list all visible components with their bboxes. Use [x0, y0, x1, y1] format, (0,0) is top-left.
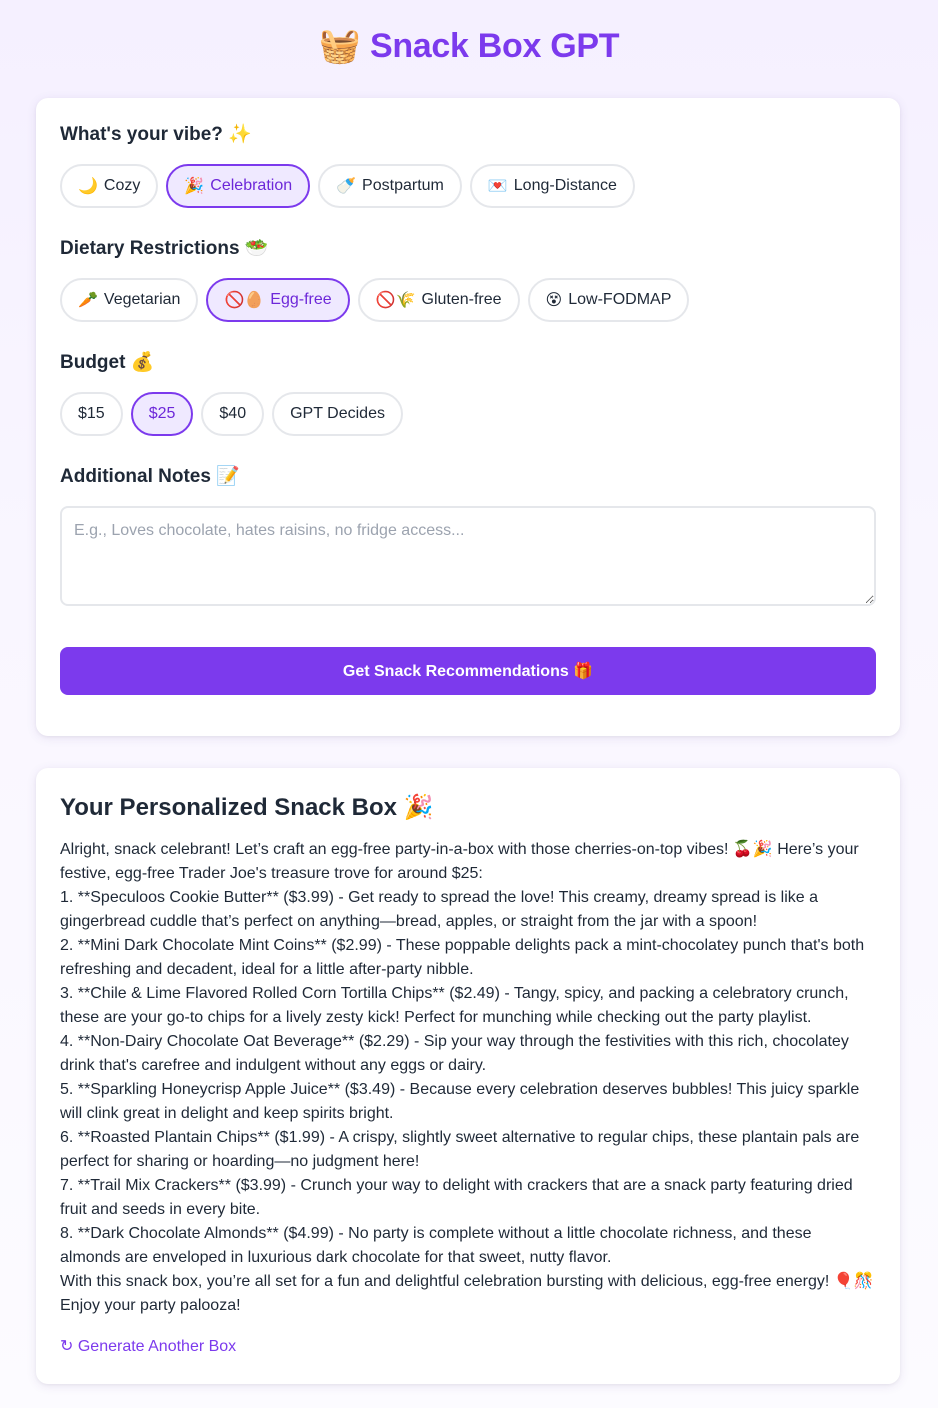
- result-card: [36, 768, 900, 1384]
- vibe-option-label: Postpartum: [362, 177, 444, 194]
- budget-option-15[interactable]: [60, 392, 123, 436]
- result-body: [60, 838, 876, 1318]
- budget-options: [60, 392, 876, 436]
- generate-another-button[interactable]: ↻ Generate Another Box: [60, 1338, 237, 1355]
- vibe-section: [60, 122, 876, 208]
- vibe-option-emoji-icon: 🎉: [184, 178, 205, 195]
- result-paragraph: 1. **Speculoos Cookie Butter** ($3.99) - Get ready to spread the love! This creamy, dreamy spread is like a gingerbread cuddle that’s perfect on anything—bread, apples, or straight from the jar with a spoon!: [60, 889, 818, 930]
- result-paragraph: 4. **Non-Dairy Chocolate Oat Beverage** ($2.29) - Sip your way through the festivities with this rich, chocolatey drink that's carefree and indulgent without any eggs or dairy.: [60, 1033, 849, 1074]
- result-paragraph: Alright, snack celebrant! Let’s craft an egg-free party-in-a-box with those cherries-on-top vibes! 🍒🎉 Here’s your festive, egg-free Trader Joe's treasure trove for around $25:: [60, 841, 859, 882]
- vibe-option-long-distance[interactable]: [470, 164, 635, 208]
- app-title: [0, 24, 938, 68]
- diet-label: Dietary Restrictions 🥗: [60, 238, 269, 259]
- result-paragraph: 3. **Chile & Lime Flavored Rolled Corn Tortilla Chips** ($2.49) - Tangy, spicy, and packing a celebratory crunch, these are your go-to chips for a lively zesty kick! Perfect for munching while checking out the party playlist.: [60, 985, 849, 1026]
- vibe-option-emoji-icon: 🍼: [336, 178, 357, 195]
- basket-icon: 🧺: [318, 27, 361, 65]
- budget-option-label: $25: [148, 405, 176, 422]
- notes-section: [60, 464, 876, 611]
- vibe-option-emoji-icon: 🌙: [78, 178, 98, 195]
- result-paragraph: 6. **Roasted Plantain Chips** ($1.99) - A crispy, slightly sweet alternative to regular chips, these plantain pals are perfect for sharing or hoarding—no judgment here!: [60, 1129, 860, 1170]
- preferences-form: [36, 98, 900, 736]
- notes-textarea[interactable]: [60, 506, 876, 606]
- diet-option-label: Vegetarian: [103, 291, 181, 308]
- vibe-label: What's your vibe? ✨: [60, 124, 252, 145]
- diet-option-label: Egg-free: [270, 291, 332, 308]
- result-paragraph: 2. **Mini Dark Chocolate Mint Coins** ($2.99) - These poppable delights pack a mint-chocolatey punch that's both refreshing and decadent, ideal for a little after-party nibble.: [60, 937, 865, 978]
- vibe-options: [60, 164, 876, 208]
- diet-option-emoji-icon: 🚫🥚: [224, 292, 265, 309]
- get-recommendations-button[interactable]: Get Snack Recommendations 🎁: [60, 647, 876, 695]
- diet-option-emoji-icon: 🥕: [78, 292, 98, 309]
- vibe-option-celebration[interactable]: [166, 164, 310, 208]
- vibe-option-cozy[interactable]: [60, 164, 158, 208]
- diet-option-egg-free[interactable]: [206, 278, 349, 322]
- result-title: Your Personalized Snack Box 🎉: [60, 794, 434, 821]
- budget-option-label: $15: [78, 405, 105, 422]
- diet-option-vegetarian[interactable]: [60, 278, 198, 322]
- diet-option-low-fodmap[interactable]: [528, 278, 690, 322]
- budget-option-gpt-decides[interactable]: [272, 392, 403, 436]
- diet-option-emoji-icon: 🚫🌾: [375, 292, 416, 309]
- vibe-option-emoji-icon: 💌: [487, 178, 508, 195]
- budget-option-25[interactable]: [131, 392, 194, 436]
- budget-section: [60, 350, 876, 436]
- budget-option-40[interactable]: [201, 392, 264, 436]
- app-title-text: Snack Box GPT: [369, 27, 620, 65]
- budget-label: Budget 💰: [60, 352, 155, 373]
- vibe-option-label: Cozy: [103, 177, 141, 194]
- vibe-option-postpartum[interactable]: [318, 164, 462, 208]
- diet-option-label: Gluten-free: [421, 291, 502, 308]
- vibe-option-label: Celebration: [210, 177, 293, 194]
- result-paragraph: 7. **Trail Mix Crackers** ($3.99) - Crunch your way to delight with crackers that are a snack party featuring dried fruit and seeds in every bite.: [60, 1177, 853, 1218]
- diet-options: [60, 278, 876, 322]
- diet-option-gluten-free[interactable]: [358, 278, 520, 322]
- budget-option-label: GPT Decides: [290, 405, 385, 422]
- vibe-option-label: Long-Distance: [513, 177, 617, 194]
- budget-option-label: $40: [219, 405, 247, 422]
- result-paragraph: 8. **Dark Chocolate Almonds** ($4.99) - No party is complete without a little chocolate richness, and these almonds are enveloped in luxurious dark chocolate for that sweet, nutty flavor.: [60, 1225, 812, 1266]
- diet-section: [60, 236, 876, 322]
- diet-option-label: Low-FODMAP: [568, 291, 672, 308]
- diet-option-emoji-icon: 😵: [545, 292, 563, 309]
- notes-label: Additional Notes 📝: [60, 466, 240, 487]
- result-paragraph: With this snack box, you’re all set for a fun and delightful celebration bursting with delicious, egg-free energy! 🎈🎊 Enjoy your party palooza!: [60, 1273, 874, 1314]
- result-paragraph: 5. **Sparkling Honeycrisp Apple Juice** ($3.49) - Because every celebration deserves bubbles! This juicy sparkle will clink great in delight and keep spirits bright.: [60, 1081, 860, 1122]
